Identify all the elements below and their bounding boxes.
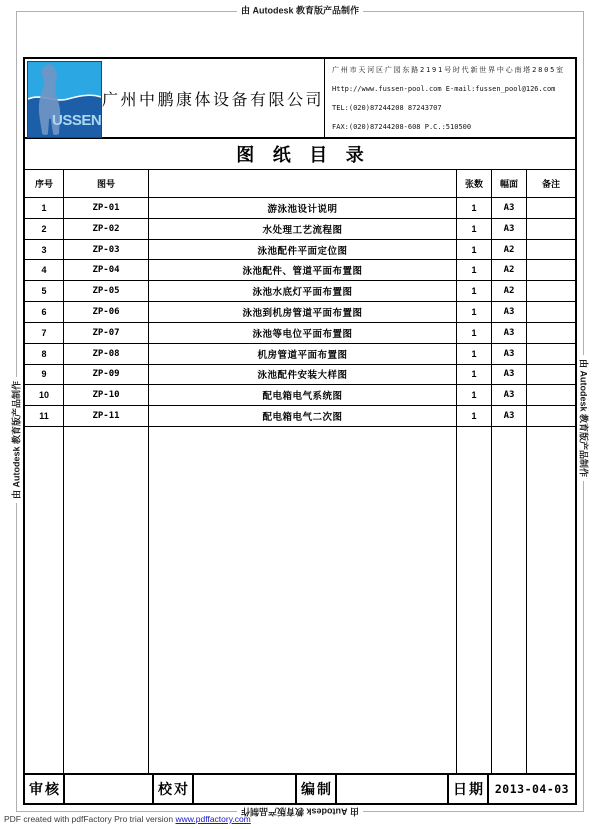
serial-cell: 9 <box>25 365 64 385</box>
empty-drawing-no-column <box>64 427 149 773</box>
empty-sheet-count-column <box>457 427 492 773</box>
table-row <box>25 365 575 386</box>
drawing-name-cell: 配电箱电气二次图 <box>149 406 457 426</box>
drawing-no-cell: ZP-01 <box>64 198 149 218</box>
remarks-cell <box>527 344 575 364</box>
header-serial: 序号 <box>25 170 64 197</box>
company-web-email: Http://www.fussen-pool.com E-mail:fussen_pool@126.com <box>332 85 556 93</box>
table-row <box>25 344 575 365</box>
remarks-cell <box>527 385 575 405</box>
drawing-name-cell: 水处理工艺流程图 <box>149 219 457 239</box>
table-row <box>25 406 575 427</box>
format-cell: A3 <box>492 323 527 343</box>
table-row <box>25 281 575 302</box>
table-row <box>25 219 575 240</box>
format-cell: A3 <box>492 365 527 385</box>
company-fax: FAX:(020)87244208-608 P.C.:510500 <box>332 123 472 131</box>
remarks-cell <box>527 302 575 322</box>
review-label: 审核 <box>25 775 65 803</box>
sheet-count-cell: 1 <box>457 198 492 218</box>
format-cell: A2 <box>492 281 527 301</box>
autodesk-stamp-right: 由 Autodesk 教育版产品制作 <box>578 355 591 481</box>
autodesk-stamp-top: 由 Autodesk 教育版产品制作 <box>237 4 363 17</box>
format-cell: A3 <box>492 344 527 364</box>
drawing-no-cell: ZP-08 <box>64 344 149 364</box>
sheet-count-cell: 1 <box>457 323 492 343</box>
empty-serial-column <box>25 427 64 773</box>
drawing-no-cell: ZP-02 <box>64 219 149 239</box>
format-cell: A3 <box>492 302 527 322</box>
sheet-count-cell: 1 <box>457 302 492 322</box>
drawing-name-cell: 机房管道平面布置图 <box>149 344 457 364</box>
contact-block <box>324 59 575 137</box>
sheet-count-cell: 1 <box>457 344 492 364</box>
table-row <box>25 385 575 406</box>
fussen-logo-graphic <box>27 61 102 138</box>
table-header-row <box>25 170 575 198</box>
format-cell: A2 <box>492 260 527 280</box>
drawing-no-cell: ZP-03 <box>64 240 149 260</box>
empty-ruled-region <box>25 427 575 773</box>
serial-cell: 11 <box>25 406 64 426</box>
remarks-cell <box>527 365 575 385</box>
header-drawing-name <box>149 170 457 197</box>
company-address: 广州市天河区广园东路2191号时代新世界中心南塔2805室 <box>332 66 565 74</box>
format-cell: A2 <box>492 240 527 260</box>
drawing-name-cell: 泳池配件、管道平面布置图 <box>149 260 457 280</box>
serial-cell: 4 <box>25 260 64 280</box>
remarks-cell <box>527 240 575 260</box>
empty-drawing-name-column <box>149 427 457 773</box>
table-row <box>25 323 575 344</box>
serial-cell: 6 <box>25 302 64 322</box>
table-row <box>25 240 575 261</box>
company-tel: TEL:(020)87244208 87243707 <box>332 104 442 112</box>
drawing-name-cell: 泳池水底灯平面布置图 <box>149 281 457 301</box>
drawing-no-cell: ZP-11 <box>64 406 149 426</box>
compile-value-cell <box>337 775 449 803</box>
serial-cell: 10 <box>25 385 64 405</box>
format-cell: A3 <box>492 406 527 426</box>
remarks-cell <box>527 323 575 343</box>
fussen-logo <box>25 59 102 137</box>
serial-cell: 2 <box>25 219 64 239</box>
sheet-count-cell: 1 <box>457 219 492 239</box>
serial-cell: 5 <box>25 281 64 301</box>
drawing-name-cell: 游泳池设计说明 <box>149 198 457 218</box>
sheet-count-cell: 1 <box>457 260 492 280</box>
drawing-frame <box>23 57 577 805</box>
proofread-value-cell <box>194 775 297 803</box>
autodesk-stamp-left: 由 Autodesk 教育版产品制作 <box>10 377 23 503</box>
drawing-no-cell: ZP-07 <box>64 323 149 343</box>
sheet-title: 图 纸 目 录 <box>25 139 575 170</box>
sheet-count-cell: 1 <box>457 385 492 405</box>
drawing-table-body <box>25 198 575 427</box>
review-value-cell <box>65 775 154 803</box>
header-format: 幅面 <box>492 170 527 197</box>
remarks-cell <box>527 198 575 218</box>
header-sheet-count: 张数 <box>457 170 492 197</box>
date-label: 日期 <box>449 775 489 803</box>
serial-cell: 8 <box>25 344 64 364</box>
drawing-no-cell: ZP-06 <box>64 302 149 322</box>
header-drawing-no: 图号 <box>64 170 149 197</box>
table-row <box>25 302 575 323</box>
drawing-name-cell: 配电箱电气系统图 <box>149 385 457 405</box>
format-cell: A3 <box>492 385 527 405</box>
date-value: 2013-04-03 <box>494 782 570 796</box>
sheet-count-cell: 1 <box>457 281 492 301</box>
remarks-cell <box>527 406 575 426</box>
pdffactory-note-text: PDF created with pdfFactory Pro trial version <box>4 814 176 824</box>
drawing-name-cell: 泳池配件平面定位图 <box>149 240 457 260</box>
autodesk-stamp-bottom: 由 Autodesk 教育版产品制作 <box>237 806 363 819</box>
drawing-no-cell: ZP-10 <box>64 385 149 405</box>
remarks-cell <box>527 281 575 301</box>
empty-format-column <box>492 427 527 773</box>
format-cell: A3 <box>492 198 527 218</box>
drawing-no-cell: ZP-05 <box>64 281 149 301</box>
empty-remarks-column <box>527 427 575 773</box>
header-remarks: 备注 <box>541 179 560 189</box>
remarks-cell <box>527 260 575 280</box>
remarks-cell <box>527 219 575 239</box>
logo-wordmark: USSEN <box>52 112 102 129</box>
drawing-name-cell: 泳池等电位平面布置图 <box>149 323 457 343</box>
format-cell: A3 <box>492 219 527 239</box>
compile-label: 编制 <box>297 775 337 803</box>
sheet-count-cell: 1 <box>457 365 492 385</box>
pdffactory-link[interactable]: www.pdffactory.com <box>175 814 251 824</box>
serial-cell: 7 <box>25 323 64 343</box>
drawing-name-cell: 泳池到机房管道平面布置图 <box>149 302 457 322</box>
serial-cell: 1 <box>25 198 64 218</box>
drawing-no-cell: ZP-09 <box>64 365 149 385</box>
pdffactory-note <box>4 814 251 824</box>
table-row <box>25 260 575 281</box>
company-name: 广州中鹏康体设备有限公司 <box>102 91 325 109</box>
drawing-no-cell: ZP-04 <box>64 260 149 280</box>
proofread-label: 校对 <box>154 775 194 803</box>
serial-cell: 3 <box>25 240 64 260</box>
sheet-count-cell: 1 <box>457 240 492 260</box>
table-row <box>25 198 575 219</box>
title-block-row <box>25 773 575 803</box>
drawing-name-cell: 泳池配件安装大样图 <box>149 365 457 385</box>
company-header-band <box>25 59 575 139</box>
sheet-count-cell: 1 <box>457 406 492 426</box>
